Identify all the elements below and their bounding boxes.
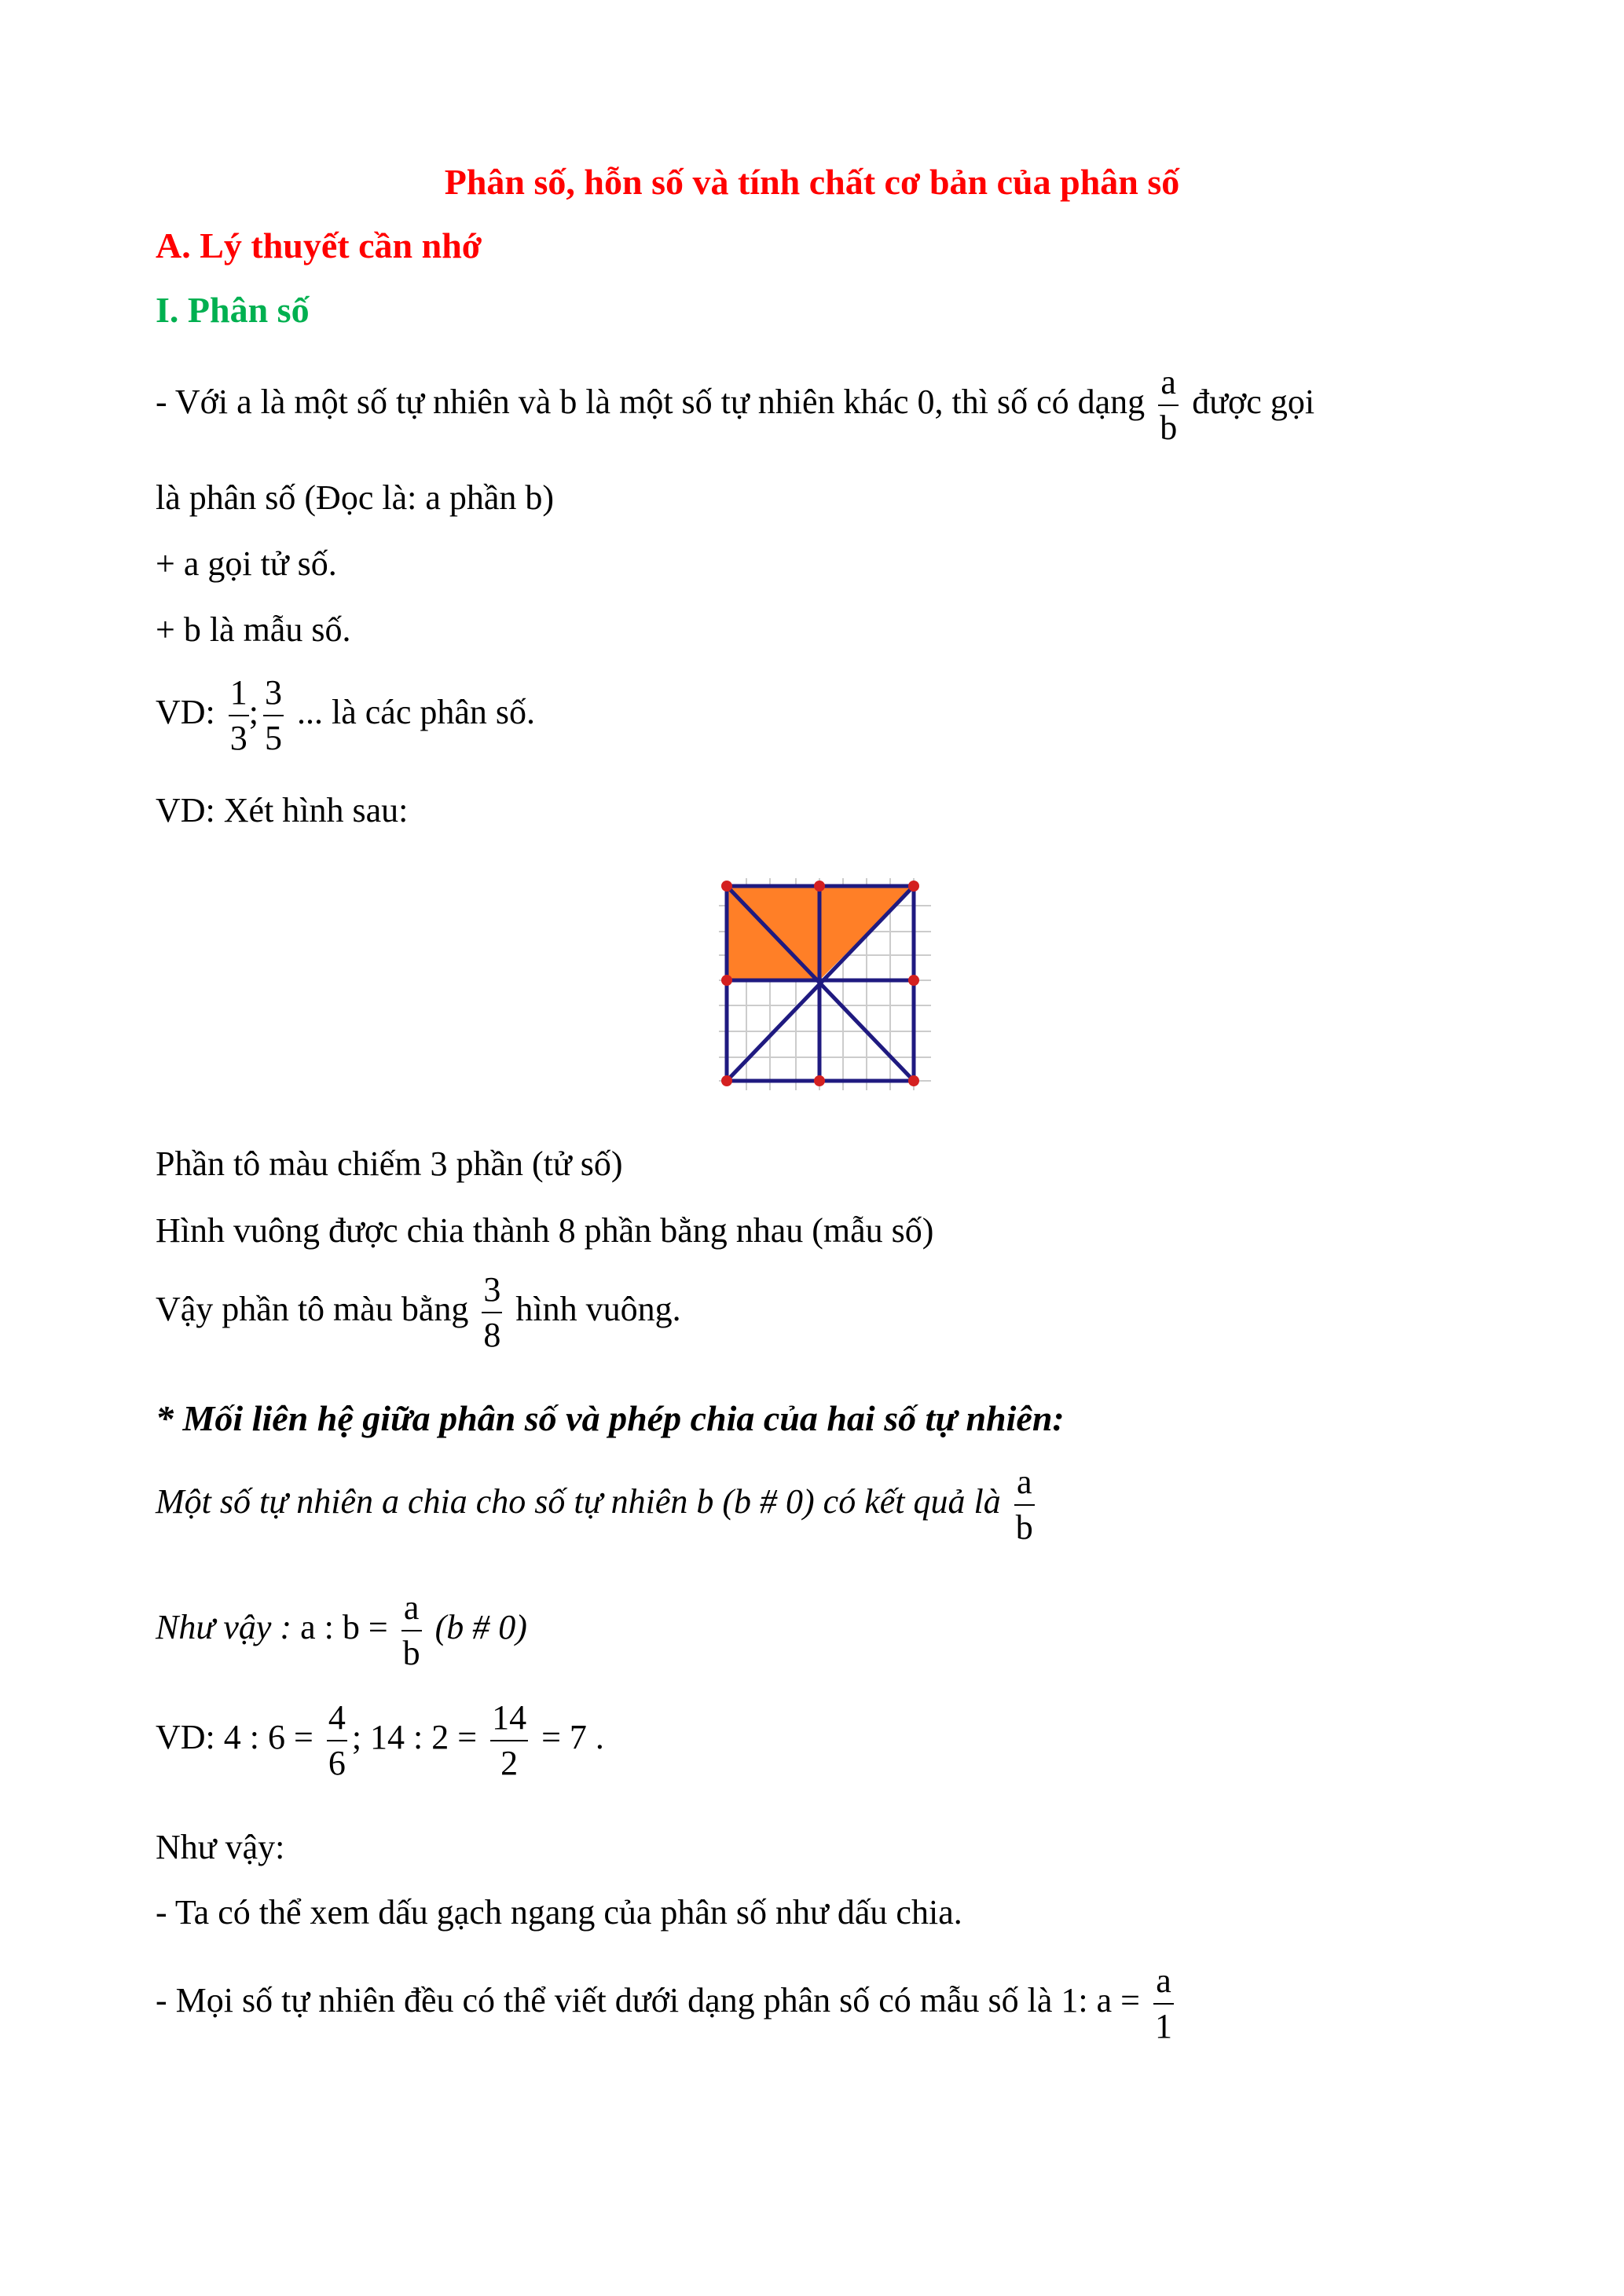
fraction-numerator: a [1014, 1465, 1035, 1506]
fraction-fourteen-halves [490, 1698, 528, 1782]
fraction-denominator: 5 [265, 719, 283, 757]
fraction-square-figure [711, 870, 939, 1098]
section-i-heading: I. Phân số [156, 290, 310, 330]
page-title: Phân số, hỗn số và tính chất cơ bản của phân số [444, 162, 1180, 202]
definition-line [156, 365, 1314, 445]
separator: ; [248, 693, 259, 732]
fraction-denominator: 2 [500, 1744, 519, 1782]
vertex-dot [908, 1075, 919, 1086]
fraction-three-fifths [263, 673, 284, 757]
nhu-vay-label: Như vậy : [156, 1608, 292, 1647]
vertex-dot [721, 881, 732, 892]
relation-heading: * Mối liên hệ giữa phân số và phép chia của hai số tự nhiên: [156, 1398, 1065, 1438]
bullet-natural-number [156, 1961, 1179, 2045]
vertex-dot [721, 975, 732, 986]
example-2: VD: Xét hình sau: [156, 791, 409, 829]
result-before: Vậy phần tô màu bằng [156, 1290, 469, 1329]
definition-after: được gọi [1192, 383, 1315, 422]
fraction-numerator: a [1153, 1964, 1174, 2005]
relation-line [156, 1465, 1039, 1545]
shaded-parts-note: Phần tô màu chiếm 3 phần (tử số) [156, 1144, 623, 1183]
bullet-text: - Mọi số tự nhiên đều có thể viết dưới dạng phân số có mẫu số là 1: [156, 1981, 1088, 2020]
example-1 [156, 673, 536, 757]
fraction-denominator: 3 [229, 719, 247, 757]
condition: (b # 0) [434, 1608, 527, 1647]
division-expression-2: ; 14 : 2 = [351, 1718, 478, 1757]
section-a-heading: A. Lý thuyết cần nhớ [156, 225, 482, 265]
relation-text: Một số tự nhiên a chia cho số tự nhiên b (b # 0) có kết quả là [156, 1482, 1001, 1522]
vertex-dot [908, 975, 919, 986]
fraction-numerator: 1 [229, 676, 249, 716]
fraction-a-over-b [1014, 1465, 1035, 1545]
fraction-a-over-b [1158, 365, 1179, 445]
fraction-one-third [229, 673, 249, 757]
fraction-denominator: 8 [483, 1316, 501, 1354]
fraction-four-sixths [327, 1698, 347, 1782]
division-expression: 4 : 6 = [223, 1718, 313, 1757]
definition-text: - Với a là một số tự nhiên và b là một số tự nhiên khác 0, thì số có dạng [156, 383, 1146, 422]
fraction-numerator: 4 [327, 1701, 347, 1741]
fraction-a-over-1 [1153, 1961, 1174, 2045]
example-label: VD: [156, 693, 215, 732]
vertex-dot [908, 881, 919, 892]
nhu-vay-2: Như vậy: [156, 1828, 285, 1866]
example-label: VD: [156, 1718, 215, 1757]
vertex-dot [814, 881, 825, 892]
denominator-note: + b là mẫu số. [156, 610, 351, 649]
bullet-division-sign: - Ta có thể xem dấu gạch ngang của phân số như dấu chia. [156, 1893, 962, 1932]
nhu-vay-line [156, 1588, 527, 1672]
fraction-denominator: b [1160, 408, 1178, 447]
fraction-numerator: 3 [482, 1273, 502, 1313]
fraction-three-eighths [482, 1270, 502, 1354]
vertex-dot [814, 1075, 825, 1086]
square-lines [727, 886, 914, 1081]
definition-line-2: là phân số (Đọc là: a phần b) [156, 478, 555, 517]
fraction-denominator: b [1015, 1508, 1033, 1547]
fraction-numerator: a [1158, 365, 1179, 406]
result-line [156, 1270, 681, 1354]
fraction-numerator: 3 [263, 676, 284, 716]
result-after: hình vuông. [515, 1290, 681, 1329]
fraction-numerator: 14 [490, 1701, 528, 1741]
fraction-numerator: a [401, 1591, 422, 1631]
divided-parts-note: Hình vuông được chia thành 8 phần bằng nhau (mẫu số) [156, 1211, 934, 1250]
fraction-denominator: 1 [1155, 2007, 1172, 2045]
equation: a = [1096, 1981, 1140, 2020]
vertex-dot [721, 1075, 732, 1086]
example-3 [156, 1698, 604, 1782]
fraction-a-over-b [401, 1588, 422, 1672]
example-1-after: ... là các phân số. [297, 693, 536, 732]
fraction-denominator: b [402, 1634, 420, 1672]
numerator-note: + a gọi tử số. [156, 544, 337, 583]
fraction-denominator: 6 [328, 1744, 346, 1782]
division-expression: a : b = [300, 1608, 388, 1647]
result-value: = 7 . [541, 1718, 604, 1757]
